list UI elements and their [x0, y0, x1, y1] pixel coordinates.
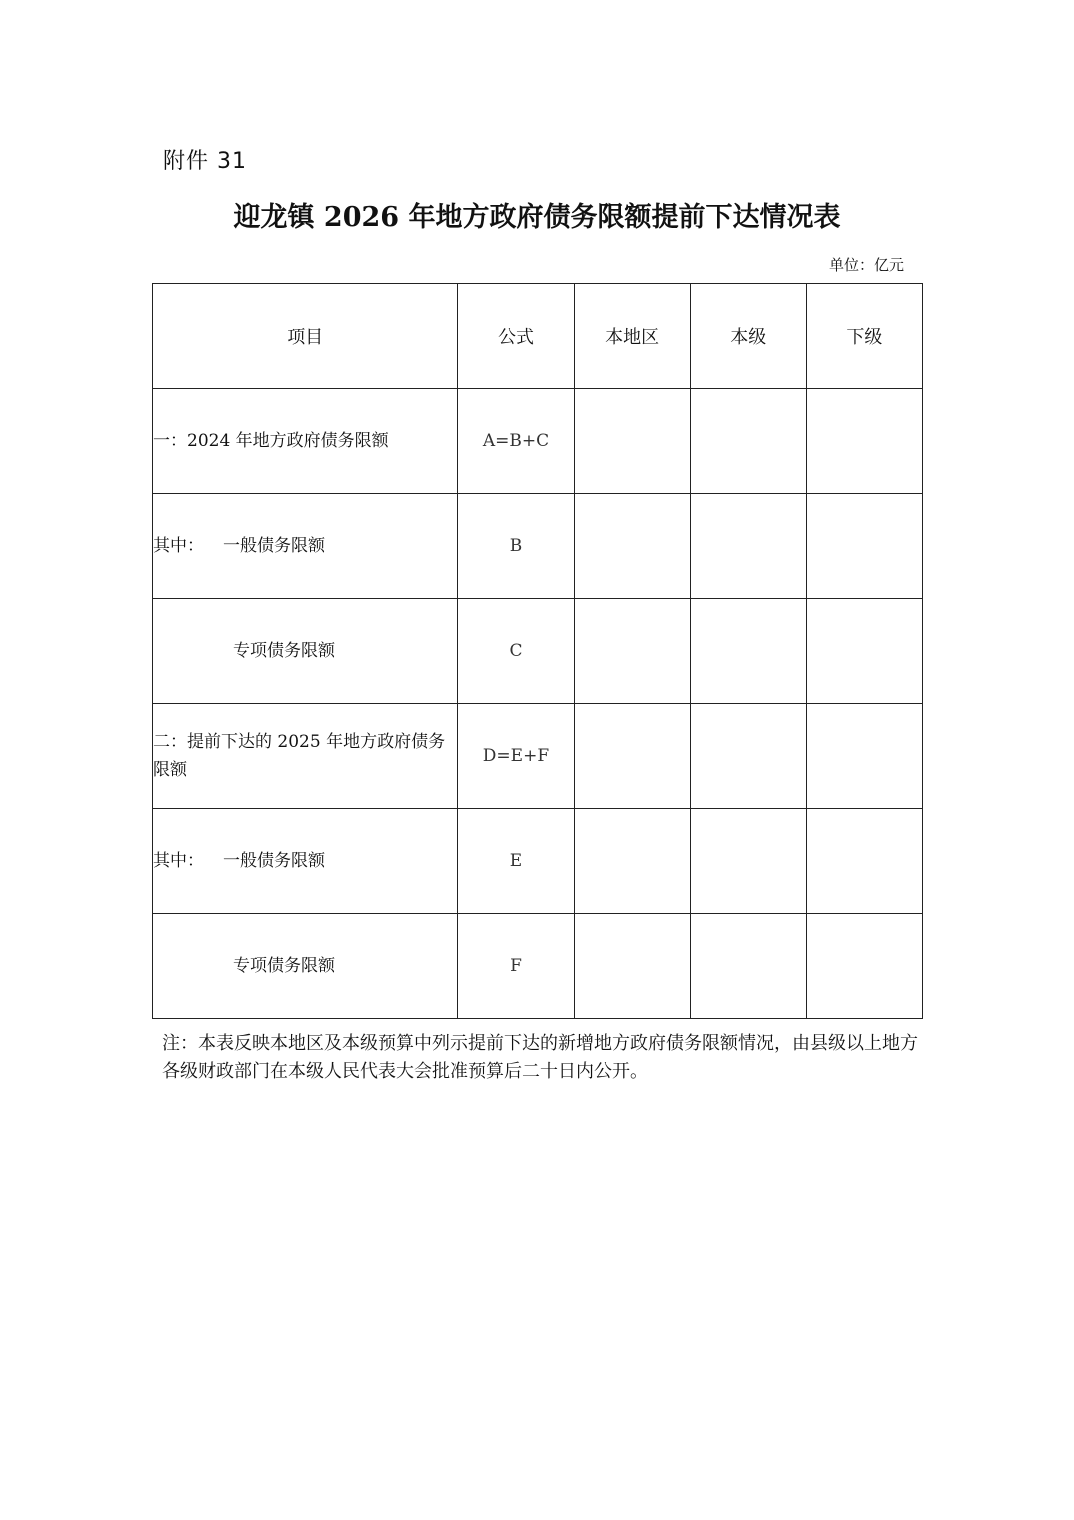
table-row	[153, 389, 923, 494]
row-region-value	[574, 494, 690, 599]
row-sub-value	[806, 494, 922, 599]
row-sub-value	[806, 809, 922, 914]
row-prefix: 其中：	[153, 536, 204, 556]
row-formula: D=E+F	[458, 704, 574, 809]
table-row	[153, 704, 923, 809]
row-item: 一般债务限额	[223, 851, 325, 871]
row-region-value	[574, 704, 690, 809]
row-region-value	[574, 599, 690, 704]
row-item: 专项债务限额	[153, 914, 458, 1019]
row-item-cell	[153, 494, 458, 599]
row-level-value	[690, 494, 806, 599]
page-title: 迎龙镇 2026 年地方政府债务限额提前下达情况表	[233, 202, 841, 233]
footnote: 注：本表反映本地区及本级预算中列示提前下达的新增地方政府债务限额情况，由县级以上地方各级财政部门在本级人民代表大会批准预算后二十日内公开。	[162, 1033, 918, 1082]
row-item: 一：2024 年地方政府债务限额	[153, 389, 458, 494]
table-row	[153, 599, 923, 704]
header-region: 本地区	[574, 284, 690, 389]
table-row	[153, 914, 923, 1019]
debt-limit-table	[152, 283, 923, 1019]
row-level-value	[690, 599, 806, 704]
table-row	[153, 809, 923, 914]
row-sub-value	[806, 704, 922, 809]
header-formula: 公式	[458, 284, 574, 389]
row-item: 二：提前下达的 2025 年地方政府债务限额	[153, 704, 458, 809]
row-item-cell	[153, 809, 458, 914]
row-sub-value	[806, 389, 922, 494]
row-sub-value	[806, 599, 922, 704]
row-item: 一般债务限额	[223, 536, 325, 556]
table-row	[153, 494, 923, 599]
row-formula: C	[458, 599, 574, 704]
row-formula: A=B+C	[458, 389, 574, 494]
unit-label: 单位：亿元	[828, 256, 904, 274]
attachment-label: 附件 31	[163, 149, 247, 174]
row-prefix: 其中：	[153, 851, 204, 871]
row-sub-value	[806, 914, 922, 1019]
table-header-row	[153, 284, 923, 389]
row-formula: E	[458, 809, 574, 914]
header-level: 本级	[690, 284, 806, 389]
row-item: 专项债务限额	[153, 599, 458, 704]
row-region-value	[574, 809, 690, 914]
row-level-value	[690, 809, 806, 914]
row-formula: F	[458, 914, 574, 1019]
row-level-value	[690, 914, 806, 1019]
row-region-value	[574, 914, 690, 1019]
header-item: 项目	[153, 284, 458, 389]
row-region-value	[574, 389, 690, 494]
row-formula: B	[458, 494, 574, 599]
header-sub: 下级	[806, 284, 922, 389]
row-level-value	[690, 389, 806, 494]
row-level-value	[690, 704, 806, 809]
